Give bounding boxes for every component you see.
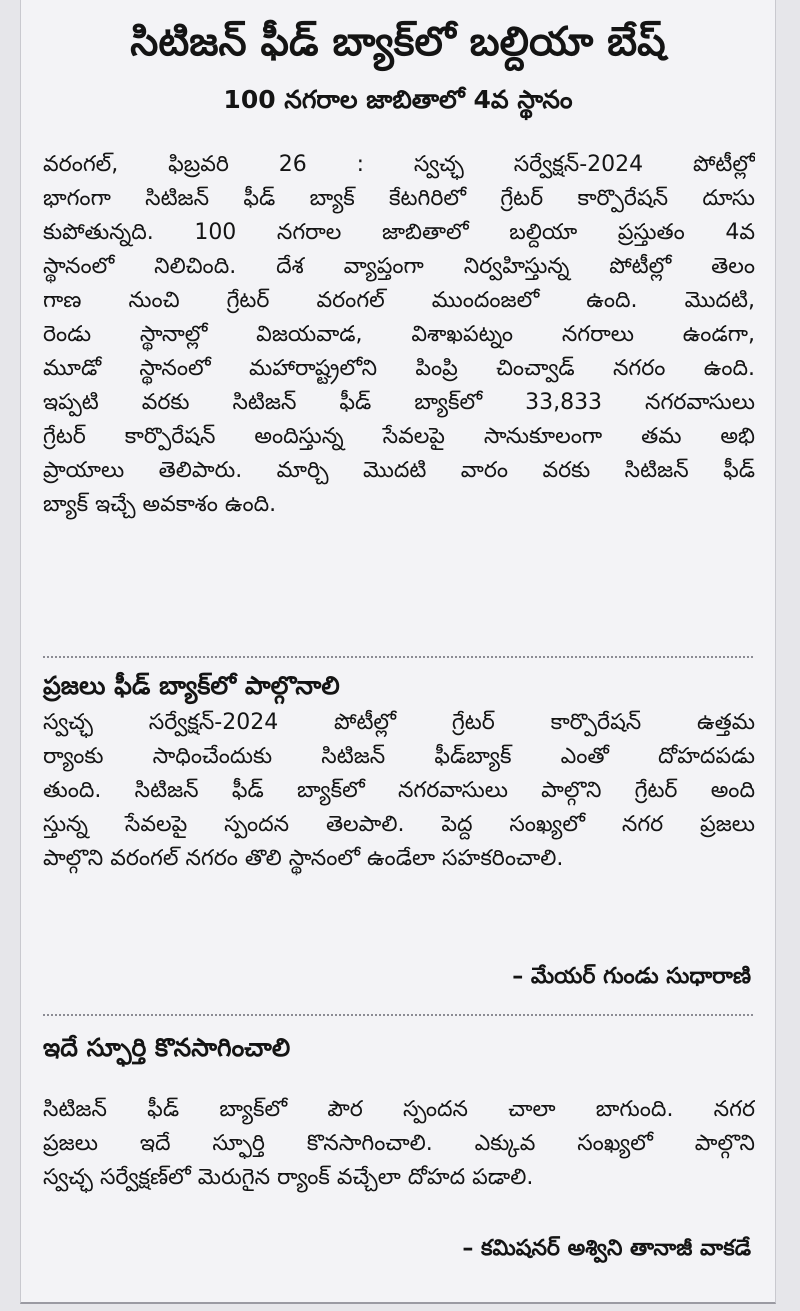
body-line: గ్రేటర్ కార్పొరేషన్ అందిస్తున్న సేవలపై సానుకూలంగా తమ అభి xyxy=(43,424,755,449)
body-line: బ్యాక్ ఇచ్చే అవకాశం ఉంది. xyxy=(43,492,277,517)
body-line: సిటిజన్ ఫీడ్ బ్యాక్‌లో పౌర స్పందన చాలా బాగుంది. నగర xyxy=(43,1097,755,1122)
section-body-mayor xyxy=(43,706,755,876)
body-line: ప్రాయాలు తెలిపారు. మార్చి మొదటి వారం వరకు సిటిజన్ ఫీడ్ xyxy=(43,458,755,483)
section-title-commissioner: ఇదే స్ఫూర్తి కొనసాగించాలి xyxy=(43,1033,291,1062)
body-line: వరంగల్, ఫిబ్రవరి 26 : స్వచ్ఛ సర్వేక్షన్-2024 పోటీల్లో xyxy=(43,152,755,177)
body-line: ర్యాంకు సాధించేందుకు సిటిజన్ ఫీడ్‌బ్యాక్ ఎంతో దోహదపడు xyxy=(43,744,755,769)
body-line: ఇప్పటి వరకు సిటిజన్ ఫీడ్ బ్యాక్‌లో 33,833 నగరవాసులు xyxy=(43,390,755,415)
article-body xyxy=(43,148,755,522)
news-clipping xyxy=(20,0,776,1304)
body-line: గాణ నుంచి గ్రేటర్ వరంగల్ ముందంజలో ఉంది. మొదటి, xyxy=(43,288,755,313)
body-line: స్వచ్ఛ సర్వేక్షణ్‌లో మెరుగైన ర్యాంక్ వచ్చేలా దోహద పడాలి. xyxy=(43,1165,534,1190)
section-divider xyxy=(43,1014,753,1016)
body-line: ప్రజలు ఇదే స్ఫూర్తి కొనసాగించాలి. ఎక్కువ సంఖ్యలో పాల్గొని xyxy=(43,1131,755,1156)
section-divider xyxy=(43,656,753,658)
body-line: మూడో స్థానంలో మహారాష్ట్రలోని పింప్రి చించ్వాడ్ నగరం ఉంది. xyxy=(43,356,755,381)
body-line: స్థానంలో నిలిచింది. దేశ వ్యాప్తంగా నిర్వహిస్తున్న పోటీల్లో తెలం xyxy=(43,254,755,279)
body-line: భాగంగా సిటిజన్ ఫీడ్ బ్యాక్ కేటగిరిలో గ్రేటర్ కార్పొరేషన్ దూసు xyxy=(43,186,755,211)
subheadline: 100 నగరాల జాబితాలో 4వ స్థానం xyxy=(223,85,573,114)
body-line: రెండు స్థానాల్లో విజయవాడ, విశాఖపట్నం నగరాలు ఉండగా, xyxy=(43,322,755,347)
signature-mayor: – మేయర్ గుండు సుధారాణి xyxy=(512,964,751,989)
section-body-commissioner xyxy=(43,1093,755,1195)
body-line: కుపోతున్నది. 100 నగరాల జాబితాలో బల్దియా ప్రస్తుతం 4వ xyxy=(43,220,755,245)
headline: సిటిజన్ ఫీడ్ బ్యాక్‌లో బల్దియా బేష్ xyxy=(130,19,666,65)
body-line: పాల్గొని వరంగల్ నగరం తొలి స్థానంలో ఉండేలా సహకరించాలి. xyxy=(43,846,564,871)
section-title-mayor: ప్రజలు ఫీడ్ బ్యాక్‌లో పాల్గొనాలి xyxy=(43,671,340,700)
body-line: స్వచ్ఛ సర్వేక్షన్-2024 పోటీల్లో గ్రేటర్ కార్పొరేషన్ ఉత్తమ xyxy=(43,710,755,735)
body-line: స్తున్న సేవలపై స్పందన తెలపాలి. పెద్ద సంఖ్యలో నగర ప్రజలు xyxy=(43,812,755,837)
signature-commissioner: – కమిషనర్ అశ్విని తానాజీ వాకడే xyxy=(462,1236,751,1261)
body-line: తుంది. సిటిజన్ ఫీడ్ బ్యాక్‌లో నగరవాసులు పాల్గొని గ్రేటర్ అంది xyxy=(43,778,755,803)
